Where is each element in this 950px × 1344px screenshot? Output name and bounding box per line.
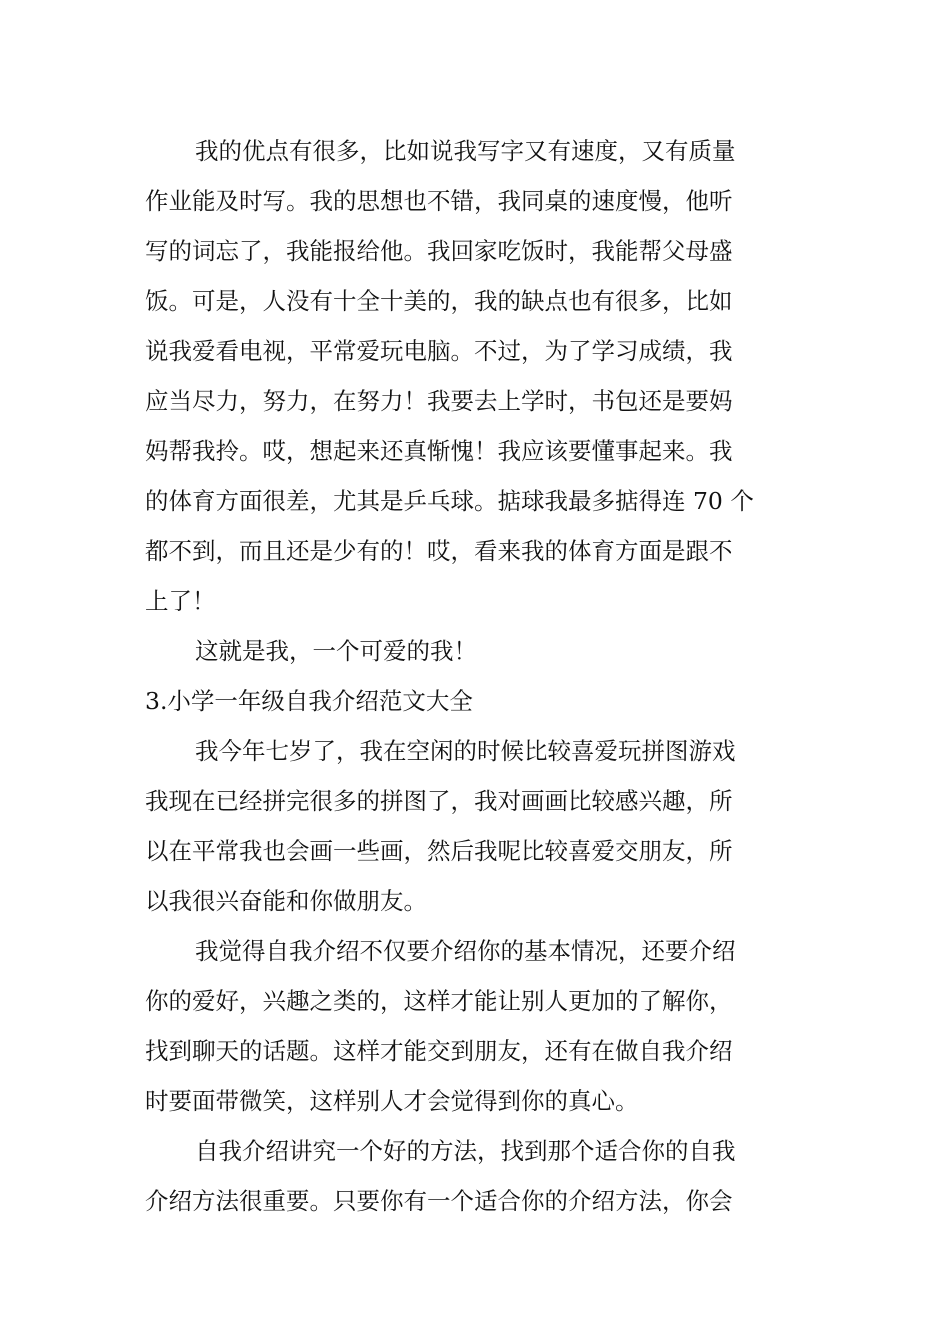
text-line: 这就是我，一个可爱的我！	[195, 637, 477, 665]
text-line: 以我很兴奋能和你做朋友。	[145, 887, 427, 915]
text-line: 妈帮我拎。哎，想起来还真惭愧！我应该要懂事起来。我	[145, 437, 733, 465]
text-line: 我觉得自我介绍不仅要介绍你的基本情况，还要介绍	[195, 937, 736, 965]
text-line: 自我介绍讲究一个好的方法，找到那个适合你的自我	[195, 1137, 736, 1165]
text-line: 都不到，而且还是少有的！哎，看来我的体育方面是跟不	[145, 537, 733, 565]
text-line: 上了！	[145, 587, 216, 615]
text-line: 你的爱好，兴趣之类的，这样才能让别人更加的了解你，	[145, 987, 733, 1015]
text-line: 我今年七岁了，我在空闲的时候比较喜爱玩拼图游戏	[195, 737, 736, 765]
section-heading: 3.小学一年级自我介绍范文大全	[145, 687, 473, 715]
text-line: 饭。可是，人没有十全十美的，我的缺点也有很多，比如	[145, 287, 733, 315]
text-line: 说我爱看电视，平常爱玩电脑。不过，为了学习成绩，我	[145, 337, 733, 365]
text-line: 找到聊天的话题。这样才能交到朋友，还有在做自我介绍	[145, 1037, 733, 1065]
document-body	[145, 126, 810, 1226]
text-line: 我的优点有很多，比如说我写字又有速度，又有质量	[195, 137, 736, 165]
text-line: 写的词忘了，我能报给他。我回家吃饭时，我能帮父母盛	[145, 237, 733, 265]
text-line: 的体育方面很差，尤其是乒乓球。掂球我最多掂得连 70 个	[145, 487, 754, 515]
text-line: 介绍方法很重要。只要你有一个适合你的介绍方法，你会	[145, 1187, 733, 1215]
text-line: 作业能及时写。我的思想也不错，我同桌的速度慢，他听	[145, 187, 733, 215]
text-line: 应当尽力，努力，在努力！我要去上学时，书包还是要妈	[145, 387, 733, 415]
text-line: 以在平常我也会画一些画，然后我呢比较喜爱交朋友，所	[145, 837, 733, 865]
text-line: 时要面带微笑，这样别人才会觉得到你的真心。	[145, 1087, 639, 1115]
text-line: 我现在已经拼完很多的拼图了，我对画画比较感兴趣，所	[145, 787, 733, 815]
